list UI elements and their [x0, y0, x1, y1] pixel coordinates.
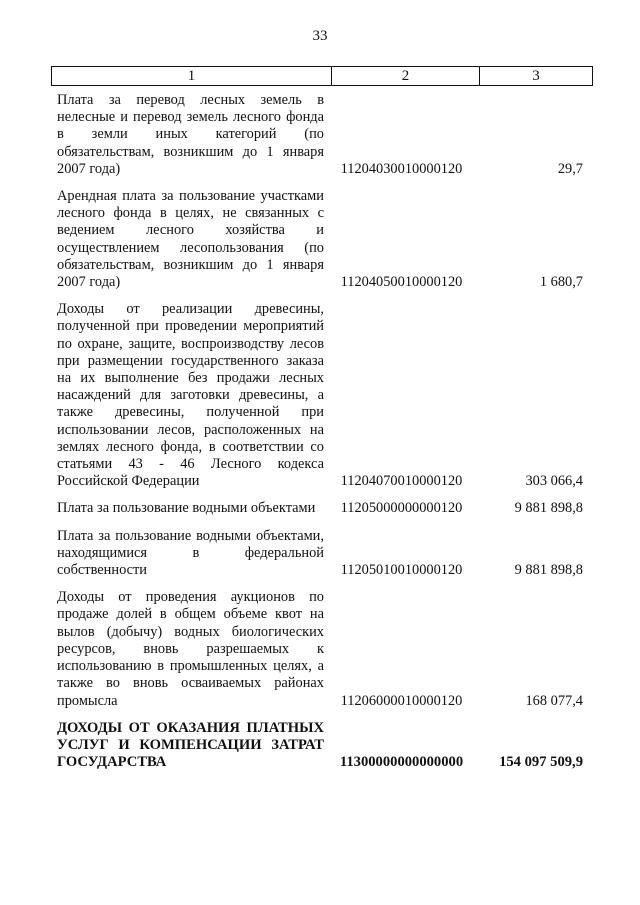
row-name: Плата за пользование водными объектами: [57, 500, 316, 517]
table-row-total: [51, 720, 593, 772]
table-header-row: [51, 66, 593, 86]
row-code: 11300000000000000: [339, 754, 464, 771]
table-row: [51, 500, 593, 517]
table-row: [51, 301, 593, 490]
column-header-2: 2: [332, 67, 480, 85]
table-row: [51, 589, 593, 709]
row-amount: 9 881 898,8: [514, 500, 583, 517]
row-code: 11204030010000120: [340, 160, 463, 177]
row-code: 11204050010000120: [340, 274, 463, 291]
row-name: Арендная плата за пользование участками лесного фонда в целях, не связанных с ведением лесного хозяйства и осуществлением лесопользования (по обязательствам, возникшим до 1 января 2007 года): [57, 188, 324, 291]
row-name: Плата за пользование водными объектами, находящимися в федеральной собственности: [57, 527, 324, 579]
row-name: ДОХОДЫ ОТ ОКАЗАНИЯ ПЛАТНЫХ УСЛУГ И КОМПЕНСАЦИИ ЗАТРАТ ГОСУДАРСТВА: [57, 719, 324, 771]
column-header-3: 3: [532, 67, 540, 84]
row-code: 11205000000000120: [340, 500, 463, 517]
row-name: Доходы от проведения аукционов по продаже долей в общем объеме квот на вылов (добычу) водных биологических ресурсов, вновь разрешаемых к использованию в промышленных целях, а также во вновь осваиваемых районах промысла: [57, 589, 324, 709]
row-amount: 303 066,4: [525, 473, 583, 490]
row-amount: 1 680,7: [539, 274, 583, 291]
row-code: 11206000010000120: [340, 692, 463, 709]
row-name: Доходы от реализации древесины, полученной при проведении мероприятий по охране, защите, воспроизводству лесов при размещении государственного заказа на их выполнение без продажи лесных насаждений для заготовки древесины, а также древесины, полученной при использовании лесов, расположенных на землях лесного фонда, в соответствии со статьями 43 - 46 Лесного кодекса Российской Федерации: [57, 301, 324, 490]
row-name: Плата за перевод лесных земель в нелесные и перевод земель лесного фонда в земли иных категорий (по обязательствам, возникшим до 1 января 2007 года): [57, 92, 324, 177]
page-number: 33: [312, 28, 328, 44]
table-row: [51, 528, 593, 580]
row-code: 11205010010000120: [340, 562, 463, 579]
table-row: [51, 92, 593, 178]
table-row: [51, 188, 593, 291]
row-code: 11204070010000120: [340, 473, 463, 490]
row-amount: 9 881 898,8: [514, 562, 583, 579]
row-amount: 154 097 509,9: [499, 754, 583, 771]
table-body: [51, 92, 593, 781]
row-amount: 29,7: [557, 160, 583, 177]
row-amount: 168 077,4: [525, 692, 583, 709]
column-header-1: 1: [52, 67, 332, 85]
